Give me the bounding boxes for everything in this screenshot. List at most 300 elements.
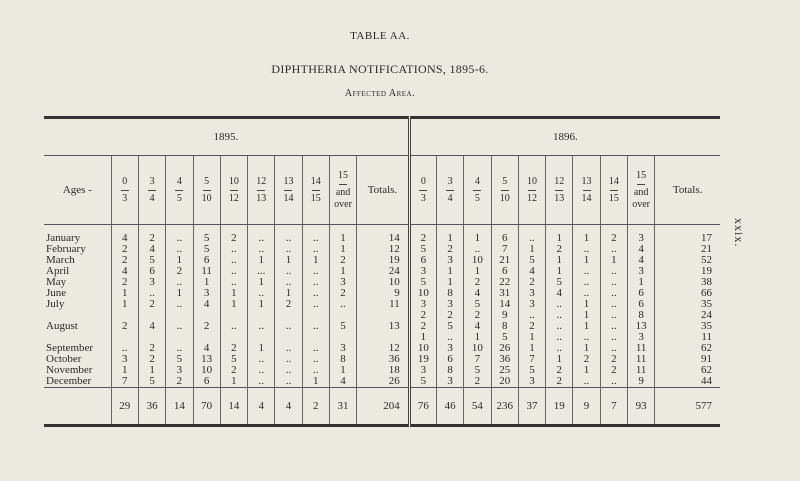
age-from: 5 — [204, 175, 210, 187]
age-group-header — [329, 156, 356, 225]
cell-1895: .. — [275, 244, 302, 255]
age-dash — [583, 190, 591, 191]
cell-1895: .. — [220, 244, 247, 255]
cell-1896: .. — [600, 266, 627, 277]
cell-1896: 5 — [518, 255, 545, 266]
cell-1895: 1 — [329, 225, 356, 245]
cell-1895: 4 — [329, 376, 356, 388]
cell-1895: .. — [248, 365, 275, 376]
age-from: 15 — [338, 169, 349, 181]
age-from: 12 — [256, 175, 267, 187]
age-from: 4 — [176, 175, 182, 187]
age-from: 3 — [149, 175, 155, 187]
total-1895 — [357, 332, 410, 343]
cell-1896: 26 — [491, 343, 518, 354]
age-dash — [148, 190, 156, 191]
cell-1896: 2 — [546, 244, 573, 255]
total-1895: 11 — [357, 299, 410, 310]
cell-1895: 5 — [329, 321, 356, 332]
cell-1896: 10 — [409, 343, 436, 354]
cell-1895: .. — [166, 244, 193, 255]
cell-1896: .. — [573, 288, 600, 299]
cell-1895: .. — [275, 354, 302, 365]
cell-1896: 7 — [518, 354, 545, 365]
cell-1895: 1 — [302, 376, 329, 388]
cell-1896: 1 — [518, 244, 545, 255]
age-from: 14 — [608, 175, 619, 187]
cell-1895: 1 — [220, 288, 247, 299]
cell-1895: 2 — [138, 225, 165, 245]
cell-1896: 19 — [409, 354, 436, 365]
sum-1895: 31 — [329, 388, 356, 426]
cell-1895: .. — [329, 299, 356, 310]
age-group-header — [464, 156, 491, 225]
cell-1896: 3 — [437, 299, 464, 310]
total-1895: 9 — [357, 288, 410, 299]
age-range — [465, 176, 489, 205]
cell-1896: .. — [573, 266, 600, 277]
cell-1896: 2 — [409, 321, 436, 332]
cell-1896: 5 — [409, 277, 436, 288]
cell-1895: 1 — [193, 277, 220, 288]
cell-1896: 9 — [491, 310, 518, 321]
cell-1896: .. — [546, 321, 573, 332]
age-from: 3 — [447, 175, 453, 187]
sum-1896: 7 — [600, 388, 627, 426]
cell-1896: 8 — [437, 365, 464, 376]
cell-1896: 11 — [627, 343, 654, 354]
cell-1896: 7 — [464, 354, 491, 365]
sum-1895: 36 — [138, 388, 165, 426]
age-range — [304, 176, 328, 205]
month-cell: June — [44, 288, 111, 299]
age-range — [493, 176, 517, 205]
age-to: 5 — [176, 192, 182, 204]
total-1896: 24 — [701, 309, 712, 321]
cell-1895: .. — [302, 244, 329, 255]
table-row — [44, 376, 720, 388]
cell-1896: 3 — [409, 365, 436, 376]
cell-1896: 2 — [464, 310, 491, 321]
sum-1895: 70 — [193, 388, 220, 426]
cell-1896: .. — [573, 277, 600, 288]
cell-1896: 2 — [409, 225, 436, 245]
cell-1895: 2 — [220, 225, 247, 245]
cell-1895: 5 — [220, 354, 247, 365]
cell-1896: .. — [600, 332, 627, 343]
cell-1895: 1 — [329, 266, 356, 277]
cell-1895: .. — [220, 266, 247, 277]
cell-1895: .. — [248, 288, 275, 299]
age-dash — [637, 184, 645, 185]
cell-1896: .. — [546, 310, 573, 321]
totals-header: Totals. — [357, 156, 410, 225]
age-group-header — [600, 156, 627, 225]
total-1895: 10 — [357, 277, 410, 288]
cell-1896: 3 — [437, 255, 464, 266]
cell-1895: 7 — [111, 376, 138, 388]
cell-1896: 1 — [437, 266, 464, 277]
cell-1895: .. — [302, 266, 329, 277]
cell-1895: 5 — [138, 376, 165, 388]
table-row — [44, 266, 720, 277]
age-from: 13 — [283, 175, 294, 187]
age-to: 10 — [499, 192, 510, 204]
cell-1896: 2 — [546, 365, 573, 376]
cell-1895: .. — [166, 225, 193, 245]
age-from: 0 — [420, 175, 426, 187]
cell-1896: 3 — [627, 225, 654, 245]
table-title: DIPHTHERIA NOTIFICATIONS, 1895-6. — [271, 62, 489, 76]
age-group-header — [248, 156, 275, 225]
cell-1896: 1 — [573, 299, 600, 310]
sum-1895: 14 — [166, 388, 193, 426]
age-to: 15 — [608, 192, 619, 204]
cell-1895: .. — [275, 277, 302, 288]
cell-1896: 1 — [573, 343, 600, 354]
cell-1895: 2 — [275, 299, 302, 310]
cell-1896: .. — [600, 288, 627, 299]
cell-1895: 6 — [193, 376, 220, 388]
age-to: 12 — [526, 192, 537, 204]
cell-1895: 1 — [248, 299, 275, 310]
age-to: 4 — [447, 192, 453, 204]
age-to: 12 — [228, 192, 239, 204]
cell-1895: 1 — [111, 365, 138, 376]
age-dash — [555, 190, 563, 191]
age-range — [438, 176, 462, 205]
cell-1896: 2 — [600, 365, 627, 376]
age-group-header — [627, 156, 654, 225]
total-1895: 12 — [357, 244, 410, 255]
cell-1896: 1 — [409, 332, 436, 343]
total-1896: 66 — [701, 287, 712, 299]
table-label: TABLE AA. — [350, 30, 410, 42]
cell-1896: .. — [573, 244, 600, 255]
age-group-header — [275, 156, 302, 225]
cell-1896: 1 — [546, 225, 573, 245]
age-group-header — [546, 156, 573, 225]
cell-1896: 25 — [491, 365, 518, 376]
total-1895: 12 — [357, 343, 410, 354]
age-dash — [284, 190, 292, 191]
age-to: and over — [632, 186, 650, 210]
age-to: 14 — [283, 192, 294, 204]
cell-1895: 1 — [329, 244, 356, 255]
cell-1895: 2 — [111, 321, 138, 332]
age-dash — [175, 190, 183, 191]
cell-1896: .. — [437, 332, 464, 343]
cell-1895: .. — [166, 299, 193, 310]
age-dash — [528, 190, 536, 191]
cell-1895: 2 — [138, 343, 165, 354]
sum-1896: 76 — [409, 388, 436, 426]
age-range — [113, 176, 137, 205]
cell-1895: 3 — [329, 343, 356, 354]
cell-1895: .. — [302, 225, 329, 245]
cell-1895: .. — [302, 321, 329, 332]
cell-1896: 1 — [464, 332, 491, 343]
cell-1895: 1 — [248, 277, 275, 288]
total-1896: 35 — [701, 298, 712, 310]
cell-1896: 5 — [546, 277, 573, 288]
cell-1896: 1 — [437, 225, 464, 245]
cell-1896: 7 — [491, 244, 518, 255]
sum-1896: 37 — [518, 388, 545, 426]
cell-1896: 3 — [437, 376, 464, 388]
table-row — [44, 225, 720, 245]
totals-row-label — [44, 388, 111, 426]
cell-1896: 5 — [464, 365, 491, 376]
cell-1896: 8 — [627, 310, 654, 321]
table-row — [44, 332, 720, 343]
cell-1896: 14 — [491, 299, 518, 310]
cell-1895: .. — [275, 266, 302, 277]
age-from: 0 — [122, 175, 128, 187]
cell-1896: 5 — [464, 299, 491, 310]
cell-1895: 1 — [138, 365, 165, 376]
month-cell: March — [44, 255, 111, 266]
cell-1896: 11 — [627, 354, 654, 365]
totals-header: Totals. — [655, 156, 720, 225]
table-row — [44, 343, 720, 354]
cell-1895: 2 — [111, 255, 138, 266]
cell-1895: 4 — [111, 266, 138, 277]
cell-1896: 4 — [464, 288, 491, 299]
cell-1895: 4 — [193, 343, 220, 354]
cell-1896: 6 — [437, 354, 464, 365]
cell-1896: 5 — [437, 321, 464, 332]
cell-1895: 1 — [248, 255, 275, 266]
cell-1896: 6 — [491, 266, 518, 277]
cell-1895: .. — [275, 376, 302, 388]
cell-1896: 2 — [573, 354, 600, 365]
cell-1896: 22 — [491, 277, 518, 288]
cell-1896: 9 — [627, 376, 654, 388]
cell-1896: 6 — [627, 299, 654, 310]
cell-1895: 1 — [111, 299, 138, 310]
age-dash — [121, 190, 129, 191]
ages-label: Ages - — [44, 156, 111, 225]
cell-1895: 6 — [138, 266, 165, 277]
grand-total-1895: 204 — [357, 388, 410, 426]
month-cell: September — [44, 343, 111, 354]
cell-1895: .. — [166, 321, 193, 332]
cell-1895: .. — [111, 343, 138, 354]
cell-1896: 1 — [600, 255, 627, 266]
cell-1895: 3 — [193, 288, 220, 299]
age-to: 13 — [554, 192, 565, 204]
month-cell: October — [44, 354, 111, 365]
page-number: xxix. — [732, 218, 746, 248]
year-1896-header: 1896. — [409, 118, 720, 156]
cell-1895: 10 — [193, 365, 220, 376]
sum-1895: 4 — [248, 388, 275, 426]
total-1895 — [357, 310, 410, 321]
total-1895: 18 — [357, 365, 410, 376]
cell-1896: 1 — [573, 255, 600, 266]
cell-1896: 4 — [518, 266, 545, 277]
total-1895: 24 — [357, 266, 410, 277]
cell-1896: 1 — [437, 277, 464, 288]
month-cell: November — [44, 365, 111, 376]
cell-1896: .. — [600, 299, 627, 310]
cell-1895: 4 — [111, 225, 138, 245]
cell-1896: 3 — [437, 343, 464, 354]
sum-1896: 9 — [573, 388, 600, 426]
total-1896: 38 — [701, 276, 712, 288]
age-dash — [339, 184, 347, 185]
sum-1895: 14 — [220, 388, 247, 426]
cell-1896: 36 — [491, 354, 518, 365]
table-row — [44, 255, 720, 266]
cell-1896: 8 — [437, 288, 464, 299]
cell-1895: 5 — [138, 255, 165, 266]
month-cell: December — [44, 376, 111, 388]
age-dash — [312, 190, 320, 191]
cell-1895: 13 — [193, 354, 220, 365]
age-to: 10 — [201, 192, 212, 204]
cell-1896: 11 — [627, 365, 654, 376]
cell-1896: .. — [573, 332, 600, 343]
age-from: 5 — [502, 175, 508, 187]
cell-1895: .. — [220, 255, 247, 266]
cell-1896: .. — [546, 299, 573, 310]
cell-1895: 3 — [329, 277, 356, 288]
age-range — [249, 176, 273, 205]
cell-1895: .. — [302, 299, 329, 310]
cell-1895: 3 — [111, 354, 138, 365]
cell-1895: 3 — [166, 365, 193, 376]
cell-1895: 2 — [166, 266, 193, 277]
cell-1895: .. — [248, 225, 275, 245]
sum-1896: 19 — [546, 388, 573, 426]
cell-1895: 5 — [193, 244, 220, 255]
cell-1895: 1 — [166, 288, 193, 299]
cell-1895: .. — [275, 365, 302, 376]
cell-1895: 1 — [220, 376, 247, 388]
age-group-header — [302, 156, 329, 225]
total-1896: 21 — [701, 243, 712, 255]
cell-1896: 2 — [409, 310, 436, 321]
age-dash — [257, 190, 265, 191]
cell-1896: 3 — [409, 266, 436, 277]
cell-1896: 3 — [627, 266, 654, 277]
age-group-header — [111, 156, 138, 225]
age-to: 3 — [420, 192, 426, 204]
age-dash — [230, 190, 238, 191]
age-dash — [501, 190, 509, 191]
cell-1896: 1 — [518, 343, 545, 354]
cell-1895: 2 — [138, 354, 165, 365]
cell-1895: 5 — [193, 225, 220, 245]
cell-1895: 1 — [329, 365, 356, 376]
cell-1895: .. — [302, 365, 329, 376]
age-range — [331, 170, 355, 211]
sum-1896: 46 — [437, 388, 464, 426]
cell-1895: 1 — [220, 299, 247, 310]
age-from: 10 — [228, 175, 239, 187]
total-1895: 26 — [357, 376, 410, 388]
total-1895: 13 — [357, 321, 410, 332]
cell-1895: 1 — [166, 255, 193, 266]
cell-1896: 1 — [546, 354, 573, 365]
cell-1895: 8 — [329, 354, 356, 365]
total-1896: 62 — [701, 342, 712, 354]
cell-1896: 2 — [546, 376, 573, 388]
cell-1895: 1 — [302, 255, 329, 266]
age-range — [276, 176, 300, 205]
cell-1896: 5 — [409, 244, 436, 255]
cell-1896: 10 — [464, 255, 491, 266]
table-row — [44, 299, 720, 310]
cell-1896: 3 — [627, 332, 654, 343]
sum-1895: 29 — [111, 388, 138, 426]
total-1896: 11 — [701, 331, 712, 343]
total-1896: 91 — [701, 353, 712, 365]
cell-1896: 8 — [491, 321, 518, 332]
age-range — [195, 176, 219, 205]
age-dash — [446, 190, 454, 191]
age-group-header — [220, 156, 247, 225]
cell-1896: .. — [600, 310, 627, 321]
cell-1896: 1 — [573, 225, 600, 245]
cell-1896: 4 — [546, 288, 573, 299]
age-range — [140, 176, 164, 205]
year-1895-header: 1895. — [44, 118, 409, 156]
cell-1896: .. — [518, 310, 545, 321]
cell-1896: .. — [518, 225, 545, 245]
age-range — [547, 176, 571, 205]
cell-1896: 5 — [518, 365, 545, 376]
total-1895: 19 — [357, 255, 410, 266]
cell-1896: 21 — [491, 255, 518, 266]
cell-1895: ... — [248, 266, 275, 277]
cell-1895: .. — [220, 321, 247, 332]
age-group-header — [573, 156, 600, 225]
sum-1896: 93 — [627, 388, 654, 426]
cell-1896: 2 — [600, 354, 627, 365]
cell-1895: 11 — [193, 266, 220, 277]
age-from: 10 — [526, 175, 537, 187]
cell-1895: 6 — [193, 255, 220, 266]
month-cell: April — [44, 266, 111, 277]
table-row — [44, 321, 720, 332]
age-group-header — [437, 156, 464, 225]
age-dash — [473, 190, 481, 191]
cell-1896: 6 — [491, 225, 518, 245]
table-row — [44, 244, 720, 255]
cell-1895: 2 — [138, 299, 165, 310]
cell-1896: 1 — [518, 332, 545, 343]
month-cell: August — [44, 321, 111, 332]
cell-1895: 1 — [111, 288, 138, 299]
cell-1896: .. — [573, 376, 600, 388]
age-to: 15 — [310, 192, 321, 204]
total-1896: 35 — [701, 320, 712, 332]
cell-1895: 4 — [138, 244, 165, 255]
cell-1896: 1 — [464, 225, 491, 245]
age-from: 15 — [636, 169, 647, 181]
table-row — [44, 277, 720, 288]
cell-1895: .. — [166, 343, 193, 354]
cell-1896: 4 — [464, 321, 491, 332]
age-dash — [203, 190, 211, 191]
cell-1896: .. — [464, 244, 491, 255]
cell-1896: 10 — [464, 343, 491, 354]
cell-1895: 2 — [220, 343, 247, 354]
age-group-header — [193, 156, 220, 225]
